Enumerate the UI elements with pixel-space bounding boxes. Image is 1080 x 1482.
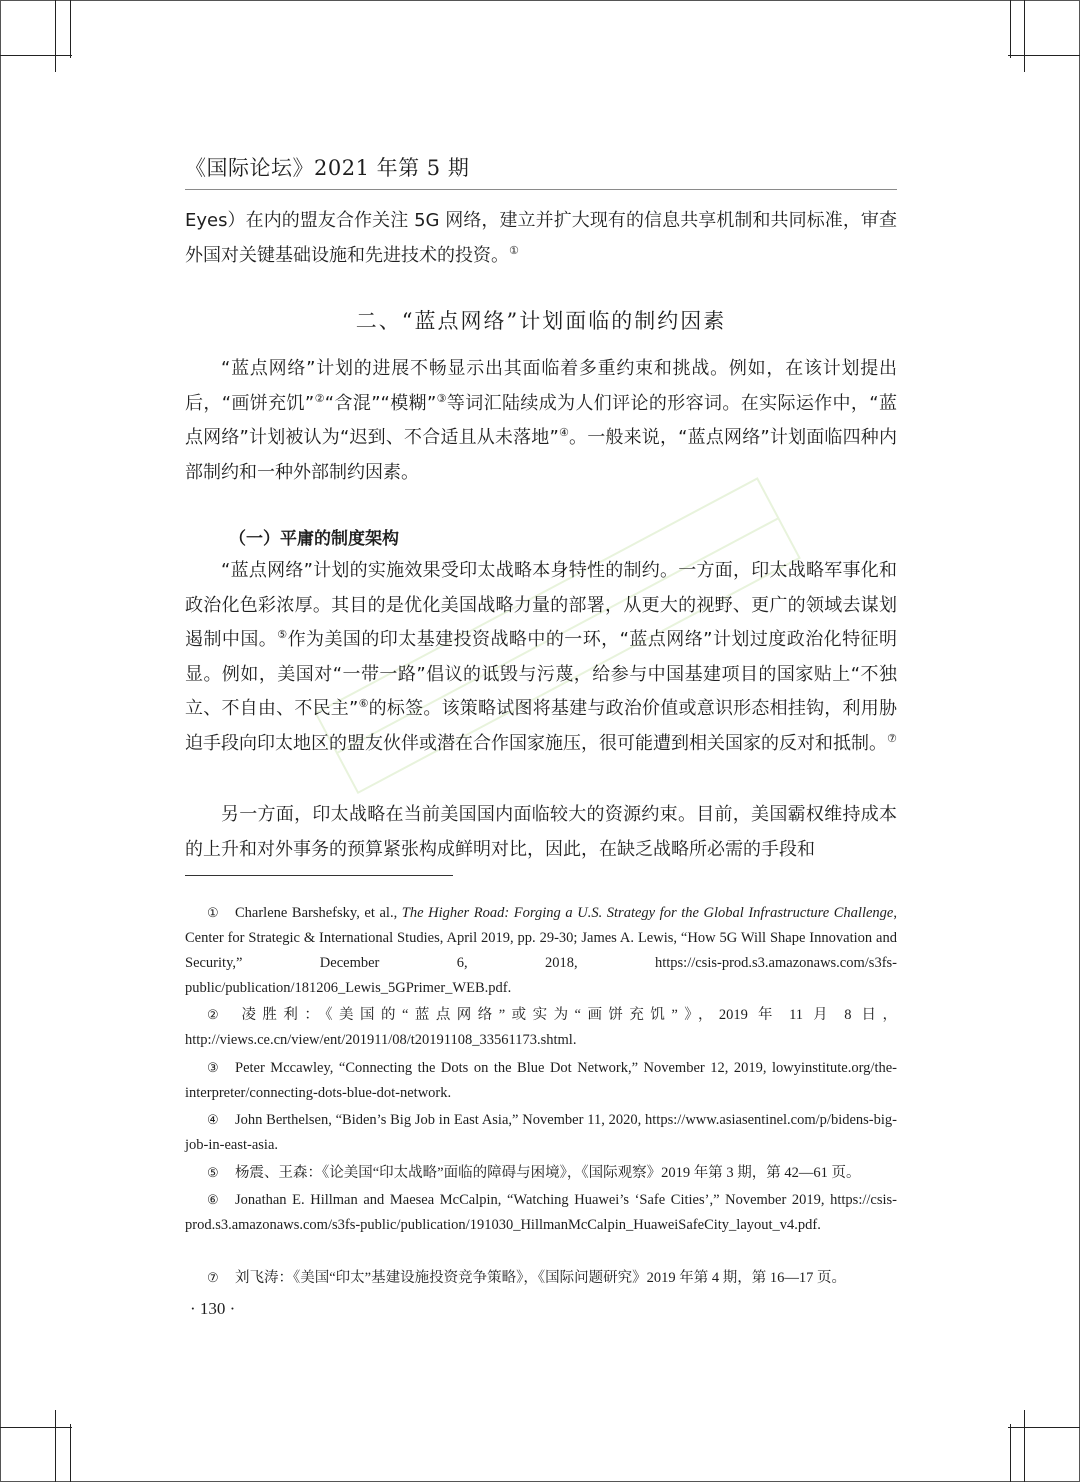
crop-mark bbox=[1010, 1424, 1011, 1482]
crop-mark bbox=[70, 1424, 71, 1482]
footnote-ref-1: ① bbox=[509, 243, 519, 257]
paragraph-3: 另一方面，印太战略在当前美国国内面临较大的资源约束。目前，美国霸权维持成本的上升和对外事务的预算紧张构成鲜明对比，因此，在缺乏战略所必需的手段和 bbox=[185, 804, 897, 860]
footnote-ref-5: ⑤ bbox=[277, 628, 288, 641]
text-run: “蓝点网络”计划的实施效果受印太战略本身特性的制约。一方面，印太战略军事化和政治化色彩浓厚。其目的是优化美国战略力量的部署，从更大的视野、更广的领域去谋划遏制中国。 bbox=[185, 560, 897, 650]
paragraph-2 bbox=[185, 554, 897, 761]
footnote-5: ⑤ 杨震、王森：《论美国“印太战略”面临的障碍与困境》，《国际观察》2019 年第 3 期，第 42—61 页。 bbox=[185, 1160, 897, 1186]
footnote-1: ① Charlene Barshefsky, et al., The Higher Road: Forging a U.S. Strategy for the Global Infrastructure Challenge, Center for Strategic & International Studies, April 2019, pp. 29-30; James A. Lewis, “How 5G Will Shape Innovation and Security,” December 6, 2018, https://csis-prod.s3.amazonaws.com/s3fs-public/publication/181206_Lewis_5GPrimer_WEB.pdf. bbox=[185, 900, 897, 1001]
text-run: 作为美国的印太基建投资战略中的一环，“蓝点网络”计划过度政治化特征明显。例如，美国对“一带一路”倡议的诋毁与污蔑，给参与中国基建项目的国家贴上“不独立、不自由、不民主” bbox=[185, 629, 897, 719]
footnote-mark: ② bbox=[207, 1007, 219, 1022]
crop-mark bbox=[0, 55, 72, 56]
intro-paragraph bbox=[185, 204, 897, 273]
crop-mark bbox=[1008, 55, 1080, 56]
footnote-rule bbox=[185, 875, 453, 876]
subsection-title: （一）平庸的制度架构 bbox=[229, 529, 399, 549]
text-run: “蓝点网络”计划的进展不畅显示出其面临着多重约束和挑战。例如，在该计划提出后，“画饼充饥” bbox=[185, 358, 897, 414]
crop-mark bbox=[70, 0, 71, 58]
footnote-ref-4: ④ bbox=[558, 426, 570, 439]
footnote-mark: ① bbox=[207, 905, 219, 920]
footnote-4: ④ John Berthelsen, “Biden’s Big Job in East Asia,” November 11, 2020, https://www.asiasentinel.com/p/bidens-big-job-in-east-asia. bbox=[185, 1107, 897, 1158]
crop-mark bbox=[1024, 0, 1025, 72]
footnote-ref-2: ② bbox=[314, 391, 325, 405]
text-run: 的标签。该策略试图将基建与政治价值或意识形态相挂钩，利用胁迫手段向印太地区的盟友伙伴或潜在合作国家施压，很可能遭到相关国家的反对和抵制。 bbox=[185, 698, 897, 754]
page-number: · 130 · bbox=[190, 1299, 236, 1318]
footnote-2: ② 凌胜利：《美国的“蓝点网络”或实为“画饼充饥”》，2019 年 11 月 8 日，http://views.ce.cn/view/ent/201911/08/t20191108_33561173.shtml. bbox=[185, 1002, 897, 1053]
intro-text: Eyes）在内的盟友合作关注 5G 网络，建立并扩大现有的信息共享机制和共同标准，审查外国对关键基础设施和先进技术的投资。 bbox=[185, 210, 897, 266]
footnote-3: ③ Peter Mccawley, “Connecting the Dots on the Blue Dot Network,” November 12, 2019, lowyinstitute.org/the-interpreter/connecting-dots-blue-dot-network. bbox=[185, 1055, 897, 1106]
crop-mark bbox=[55, 1410, 56, 1482]
crop-mark bbox=[55, 0, 56, 72]
crop-mark bbox=[1024, 1410, 1025, 1482]
footnote-mark: ④ bbox=[207, 1112, 219, 1127]
crop-mark bbox=[0, 1427, 72, 1428]
header-rule bbox=[185, 189, 897, 190]
section-title: 二、“蓝点网络”计划面临的制约因素 bbox=[355, 309, 727, 333]
footnote-ref-3: ③ bbox=[436, 391, 447, 405]
crop-mark bbox=[1010, 0, 1011, 58]
footnote-6: ⑥ Jonathan E. Hillman and Maesea McCalpin, “Watching Huawei’s ‘Safe Cities’,” November 2019, https://csis-prod.s3.amazonaws.com/s3fs-public/publication/191030_HillmanMcCalpin_HuaweiSafeCity_layout_v4.pdf. bbox=[185, 1187, 897, 1238]
footnote-ref-7: ⑦ bbox=[887, 731, 897, 745]
text-run: 。一般来说，“蓝点网络”计划面临四种内部制约和一种外部制约因素。 bbox=[185, 427, 897, 483]
footnote-mark: ③ bbox=[207, 1060, 219, 1075]
text-run: “含混”“模糊” bbox=[324, 392, 437, 414]
footnote-mark: ⑤ bbox=[207, 1165, 219, 1180]
running-head: 《国际论坛》2021 年第 5 期 bbox=[185, 156, 470, 180]
text-run: 等词汇陆续成为人们评论的形容词。在实际运作中，“蓝点网络”计划被认为“迟到、不合适且从未落地” bbox=[185, 392, 897, 448]
footnote-mark: ⑥ bbox=[207, 1192, 219, 1207]
footnote-ref-6: ⑥ bbox=[358, 697, 369, 710]
paragraph-1 bbox=[185, 352, 897, 490]
footnote-7: ⑦ 刘飞涛：《美国“印太”基建设施投资竞争策略》，《国际问题研究》2019 年第 4 期，第 16—17 页。 bbox=[185, 1265, 897, 1291]
footnote-mark: ⑦ bbox=[207, 1270, 219, 1285]
crop-mark bbox=[1008, 1427, 1080, 1428]
